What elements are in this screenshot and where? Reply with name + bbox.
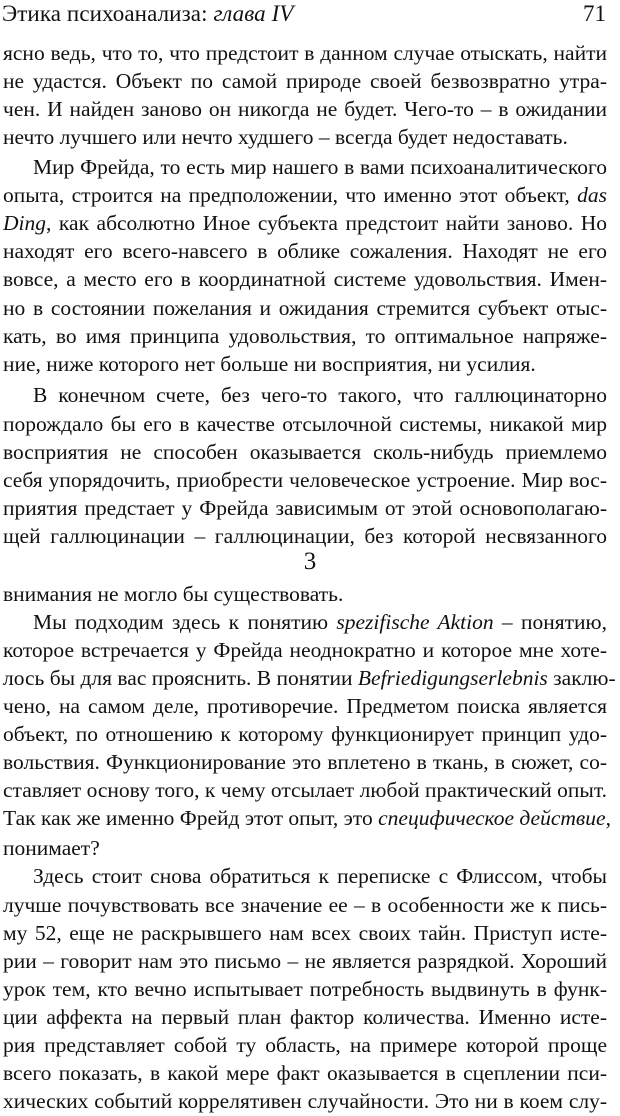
- text-span: чен. И найден заново он никогда не будет. Чего-то – в ожидании: [3, 97, 607, 121]
- text-span: вовсе, а место его в координатной системе удовольствия. Имен-: [3, 267, 607, 291]
- text-span: хических событий коррелятивен случайности. Это ни в коем слу-: [3, 1089, 607, 1113]
- text-line: [3, 719, 607, 749]
- text-span: приятия предстает у Фрейда зависимым от этой основополагаю-: [3, 496, 607, 520]
- italic-term: Befriedigungserlebnis: [357, 666, 548, 690]
- text-span: – понятию,: [493, 610, 607, 634]
- text-line: [3, 293, 607, 323]
- text-span: ,: [605, 806, 611, 830]
- text-line: [3, 409, 607, 439]
- italic-term: spezifische Aktion: [336, 610, 494, 634]
- text-line: [3, 38, 607, 68]
- italic-term: специфическое действие: [378, 806, 606, 830]
- text-span: щей галлюцинации – галлюцинации, без которой несвязанного: [3, 524, 607, 548]
- text-span: ставляет основу того, к чему отсылает любой практический опыт.: [3, 778, 607, 802]
- text-line: [3, 437, 607, 467]
- text-span: порождало бы его в качестве отсылочной системы, никакой мир: [3, 412, 607, 436]
- text-line: [3, 747, 607, 777]
- text-line: [3, 918, 607, 948]
- section-heading: 3: [303, 548, 317, 575]
- text-line: [3, 833, 607, 863]
- text-line: [3, 1030, 607, 1060]
- text-line: [3, 775, 607, 805]
- text-span: опыта, строится на предположении, что именно этот объект,: [3, 183, 578, 207]
- text-span: ясно ведь, что то, что предстоит в данном случае отыскать, найти: [3, 41, 607, 65]
- text-line: [3, 94, 607, 124]
- text-span: му 52, еще не раскрывшего нам всех своих тайн. Приступ истe-: [3, 921, 607, 945]
- text-span: , как абсолютно Иное субъекта предстоит найти заново. Но: [46, 211, 607, 235]
- text-line: [3, 180, 607, 210]
- text-span: лучше почувствовать все значение ее – в особенности же к пись-: [3, 893, 607, 917]
- text-line: [3, 579, 607, 609]
- text-line: [33, 152, 607, 182]
- text-span: нечто лучшего или нечто худшего – всегда будет недоставать.: [3, 125, 568, 149]
- text-span: но в состоянии пожелания и ожидания стремится субъект отыс-: [3, 296, 607, 320]
- text-line: [3, 803, 611, 833]
- text-span: которое встречается у Фрейда неоднократно и которое мне хоте-: [3, 638, 607, 662]
- text-line: [3, 236, 607, 266]
- text-line: [33, 607, 607, 637]
- running-header: [0, 0, 620, 30]
- text-span: ние, ниже которого нет больше ни восприятия, ни усилия.: [3, 352, 536, 376]
- text-line: [3, 66, 607, 96]
- text-span: вольствия. Функционирование это вплетено в ткань, в сюжет, со-: [3, 750, 607, 774]
- text-span: понимает?: [3, 836, 100, 860]
- text-span: восприятия не способен оказывается сколь-нибудь приемлемо: [3, 440, 607, 464]
- text-line: [33, 861, 607, 891]
- text-line: [3, 946, 607, 976]
- running-title: Этика психоанализа: глава IV: [2, 1, 294, 26]
- text-span: рии – говорит нам это письмо – не является разрядкой. Хороший: [3, 949, 607, 973]
- text-span: заклю-: [547, 666, 616, 690]
- text-span: Здесь стоит снова обратиться к переписке с Флиссом, чтобы: [33, 864, 607, 888]
- text-line: [3, 890, 607, 920]
- text-span: объект, по отношению к которому функционирует принцип удо-: [3, 722, 607, 746]
- text-span: не удастся. Объект по самой природе своей безвозвратно утра-: [3, 69, 607, 93]
- text-span: лось бы для вас прояснить. В понятии: [3, 666, 358, 690]
- text-line: [3, 691, 607, 721]
- text-span: В конечном счете, без чего-то такого, что галлюцинаторно: [33, 383, 607, 407]
- text-span: себя упорядочить, приобрести человеческое устроение. Мир вос-: [3, 468, 607, 492]
- text-span: всего показать, в какой мере факт оказывается в сцеплении пси-: [3, 1061, 607, 1085]
- italic-term: das: [577, 183, 607, 207]
- text-line: [3, 493, 607, 523]
- text-line: [3, 635, 607, 665]
- text-span: урок тем, кто вечно испытывает потребность выдвинуть в функ-: [3, 977, 607, 1001]
- text-span: чено, на самом деле, противоречие. Предметом поиска является: [3, 694, 607, 718]
- text-span: находят его всего-навсего в облике сожаления. Находят не его: [3, 239, 607, 263]
- text-span: кать, во имя принципа удовольствия, то оптимальное напряже-: [3, 324, 607, 348]
- text-line: [3, 465, 607, 495]
- text-line: [3, 1002, 607, 1032]
- text-span: внимания не могло бы существовать.: [3, 582, 344, 606]
- text-span: Мы подходим здесь к понятию: [33, 610, 337, 634]
- text-line: [3, 321, 607, 351]
- text-span: ции аффекта на первый план фактор количества. Именно исте-: [3, 1005, 607, 1029]
- text-line: [33, 380, 607, 410]
- text-line: [3, 1058, 607, 1088]
- text-line: [3, 1086, 607, 1116]
- text-line: [3, 208, 607, 238]
- text-line: [3, 122, 607, 152]
- page-number: 71: [583, 1, 606, 26]
- text-line: [3, 974, 607, 1004]
- text-span: рия представляет собой ту область, на примере которой проще: [3, 1033, 607, 1057]
- text-span: Мир Фрейда, то есть мир нашего в вами психоаналитического: [33, 155, 607, 179]
- text-line: [3, 264, 607, 294]
- text-line: [3, 349, 607, 379]
- text-line: [3, 663, 616, 693]
- italic-term: Ding: [3, 211, 46, 235]
- text-span: Так как же именно Фрейд этот опыт, это: [3, 806, 379, 830]
